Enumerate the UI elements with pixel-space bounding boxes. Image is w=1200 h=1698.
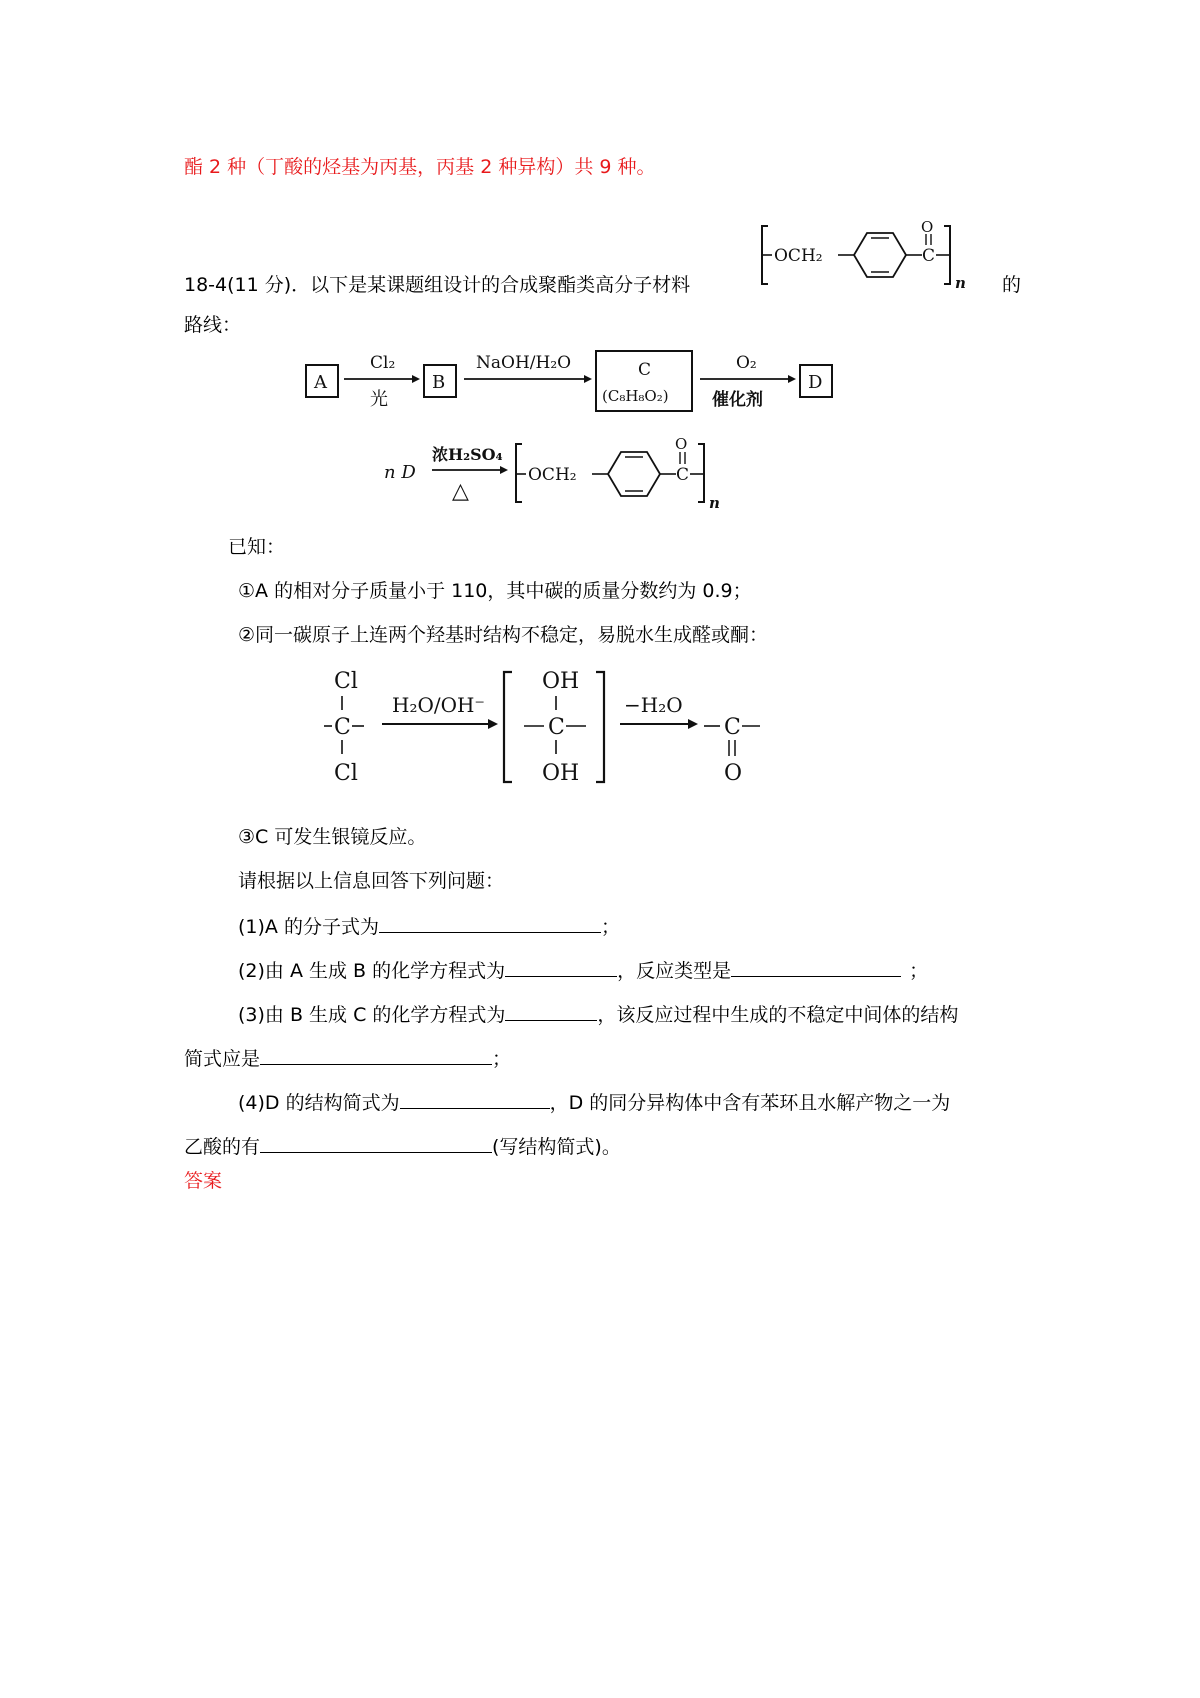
question-2	[238, 956, 928, 984]
synthesis-scheme-row2	[380, 430, 780, 520]
questions-prompt: 请根据以上信息回答下列问题：	[238, 870, 505, 892]
reagent-o2: O₂	[736, 353, 757, 373]
mech-center-c: C	[334, 715, 351, 740]
svg-text:C: C	[676, 465, 690, 485]
known-heading: 已知：	[228, 536, 286, 558]
reagent-naoh: NaOH/H₂O	[476, 353, 572, 373]
q3-text-b: ，该反应过程中生成的不稳定中间体的结构	[597, 1004, 959, 1026]
box-b-label: B	[432, 372, 446, 393]
synthesis-scheme-row1	[298, 345, 848, 425]
box-c-label: C	[638, 360, 652, 380]
svg-text:C: C	[548, 715, 565, 740]
q4-text-c: 乙酸的有	[184, 1136, 261, 1158]
answer-label: 答案	[184, 1170, 223, 1192]
q4-structure-blank[interactable]	[400, 1088, 550, 1109]
q3-text-c: 简式应是	[184, 1048, 261, 1070]
problem-intro-tail: 的	[1002, 274, 1022, 296]
known-item-3: ③C 可发生银镜反应。	[238, 826, 427, 848]
q3-end: ；	[492, 1048, 512, 1070]
q2-equation-blank[interactable]	[505, 956, 617, 977]
known-item-1: ①A 的相对分子质量小于 110，其中碳的质量分数约为 0.9；	[238, 580, 752, 602]
mech-minus-water: −H₂O	[624, 693, 683, 717]
mech-oh-top: OH	[542, 669, 580, 694]
box-d-label: D	[808, 372, 823, 393]
problem-intro-line2: 路线：	[184, 314, 242, 336]
polymer-n: n	[955, 274, 966, 292]
box-a-label: A	[314, 372, 327, 393]
reagent-light: 光	[370, 389, 388, 410]
polymer-n-2: n	[709, 494, 720, 512]
q2-text-b: ，反应类型是	[617, 960, 732, 982]
problem-intro: 18-4(11 分)．以下是某课题组设计的合成聚酯类高分子材料	[184, 274, 691, 296]
question-3-line2	[184, 1044, 511, 1072]
q1-text: (1)A 的分子式为	[238, 916, 379, 938]
box-c-formula: (C₈H₈O₂)	[602, 387, 669, 405]
q1-end: ；	[600, 916, 620, 938]
q4-text-b: ，D 的同分异构体中含有苯环且水解产物之一为	[549, 1092, 951, 1114]
mech-product-o: O	[724, 761, 743, 786]
mech-product-c: C	[724, 715, 741, 740]
reagent-catalyst: 催化剂	[712, 390, 763, 410]
gem-diol-mechanism	[320, 662, 790, 792]
known-item-2: ②同一碳原子上连两个羟基时结构不稳定，易脱水生成醛或酮：	[238, 624, 769, 646]
q4-isomers-blank[interactable]	[260, 1132, 492, 1153]
question-3	[238, 1000, 958, 1028]
svg-text:O: O	[921, 218, 934, 236]
q1-answer-blank[interactable]	[379, 912, 601, 933]
mech-oh-bottom: OH	[542, 761, 580, 786]
q3-equation-blank[interactable]	[505, 1000, 597, 1021]
nd-label: n D	[384, 462, 416, 483]
q2-text: (2)由 A 生成 B 的化学方程式为	[238, 960, 506, 982]
q2-reaction-type-blank[interactable]	[731, 956, 901, 977]
mech-cl-bottom: Cl	[334, 761, 358, 786]
polymer-structure-intro	[758, 218, 983, 298]
question-4	[238, 1088, 950, 1116]
question-1	[238, 912, 620, 940]
q4-text: (4)D 的结构简式为	[238, 1092, 400, 1114]
mech-cl-top: Cl	[334, 669, 358, 694]
q3-intermediate-blank[interactable]	[260, 1044, 492, 1065]
svg-text:O: O	[675, 435, 688, 453]
mech-reagent: H₂O/OH⁻	[392, 693, 485, 717]
reagent-cl2: Cl₂	[370, 353, 396, 373]
q2-end: ；	[909, 960, 929, 982]
answer-note: 酯 2 种（丁酸的烃基为丙基，丙基 2 种异构）共 9 种。	[184, 156, 656, 178]
polymer-group-text-2: OCH₂	[528, 465, 577, 485]
reagent-heat: △	[452, 479, 469, 504]
polymer-group-text: OCH₂	[774, 246, 823, 266]
svg-text:C: C	[922, 246, 936, 266]
q4-end: (写结构简式)。	[492, 1136, 621, 1158]
question-4-line2	[184, 1132, 621, 1160]
q3-text: (3)由 B 生成 C 的化学方程式为	[238, 1004, 506, 1026]
reagent-h2so4: 浓H₂SO₄	[432, 445, 503, 464]
